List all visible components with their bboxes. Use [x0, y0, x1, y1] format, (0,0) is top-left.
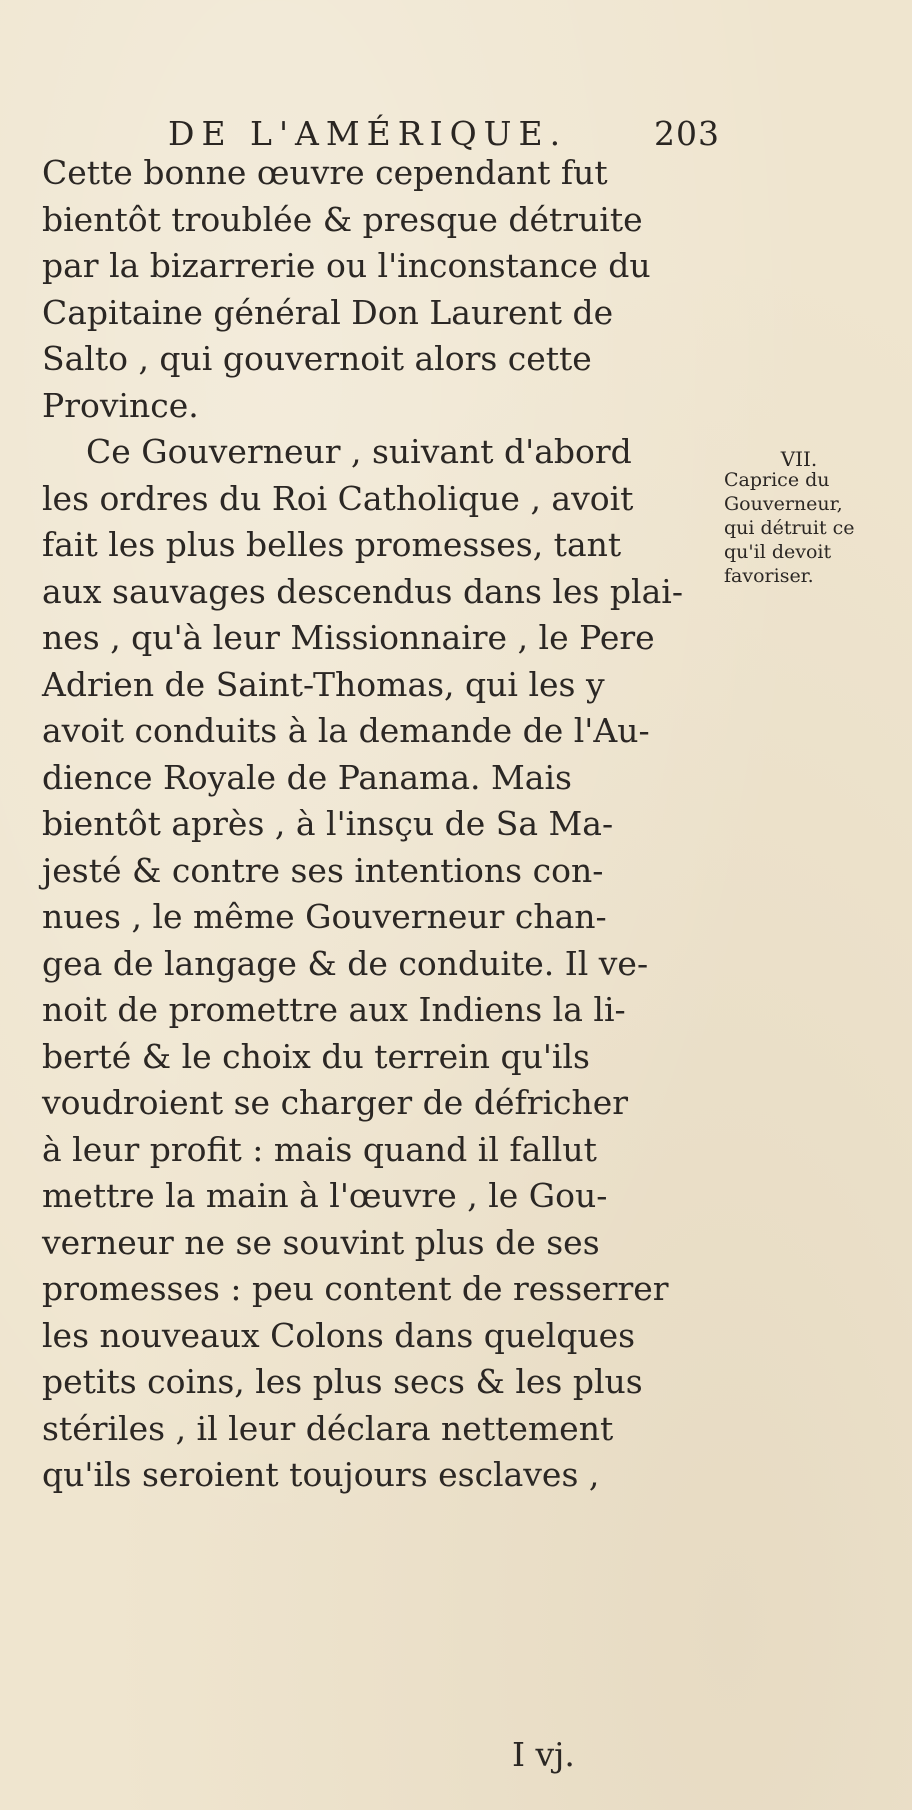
text-line: Salto , qui gouvernoit alors cette	[42, 339, 592, 378]
text-line: jesté & contre ses intentions con-	[42, 850, 604, 890]
text-line: Province.	[42, 385, 199, 425]
text-line: par la bizarrerie ou l'inconstance du	[42, 246, 651, 285]
margin-note-line: favoriser.	[724, 565, 814, 587]
text-line: Capitaine général Don Laurent de	[42, 292, 614, 332]
text-line: avoit conduits à la demande de l'Au-	[42, 711, 650, 750]
text-line: petits coins, les plus secs & les plus	[42, 1362, 643, 1401]
text-line: à leur profit : mais quand il fallut	[42, 1129, 597, 1169]
body-text	[42, 150, 722, 1499]
text-line: bientôt après , à l'insçu de Sa Ma-	[42, 804, 614, 843]
text-line: nues , le même Gouverneur chan-	[42, 897, 607, 936]
margin-note-line: Gouverneur,	[724, 493, 843, 515]
text-line: aux sauvages descendus dans les plai-	[42, 571, 683, 611]
text-line: voudroient se charger de défricher	[42, 1083, 629, 1122]
text-line: mettre la main à l'œuvre , le Gou-	[42, 1176, 608, 1215]
margin-note-line: qu'il devoit	[724, 541, 832, 563]
text-line: Adrien de Saint-Thomas, qui les y	[42, 664, 605, 704]
margin-note-line: Caprice du	[724, 469, 830, 491]
text-line: les ordres du Roi Catholique , avoit	[42, 478, 634, 518]
page-number: 203	[654, 114, 720, 153]
text-line: les nouveaux Colons dans quelques	[42, 1315, 636, 1355]
margin-note	[724, 447, 904, 588]
text-line: Ce Gouverneur , suivant d'abord	[86, 432, 632, 471]
text-line: dience Royale de Panama. Mais	[42, 757, 572, 797]
signature-mark: I vj.	[512, 1735, 575, 1774]
margin-note-numeral: VII.	[780, 447, 818, 471]
text-line: promesses : peu content de resserrer	[42, 1269, 669, 1308]
text-line: qu'ils seroient toujours esclaves ,	[42, 1455, 600, 1494]
running-head: DE L'AMÉRIQUE.	[168, 114, 568, 153]
text-line: verneur ne se souvint plus de ses	[42, 1222, 600, 1262]
text-line: gea de langage & de conduite. Il ve-	[42, 943, 649, 983]
text-line: Cette bonne œuvre cependant fut	[42, 153, 608, 192]
text-line: nes , qu'à leur Missionnaire , le Pere	[42, 618, 655, 657]
text-line: berté & le choix du terrein qu'ils	[42, 1036, 590, 1076]
text-line: bientôt troublée & presque détruite	[42, 199, 643, 239]
text-line: fait les plus belles promesses, tant	[42, 525, 622, 564]
text-line: stériles , il leur déclara nettement	[42, 1408, 614, 1448]
margin-note-line: qui détruit ce	[724, 517, 855, 539]
text-line: noit de promettre aux Indiens la li-	[42, 990, 626, 1029]
